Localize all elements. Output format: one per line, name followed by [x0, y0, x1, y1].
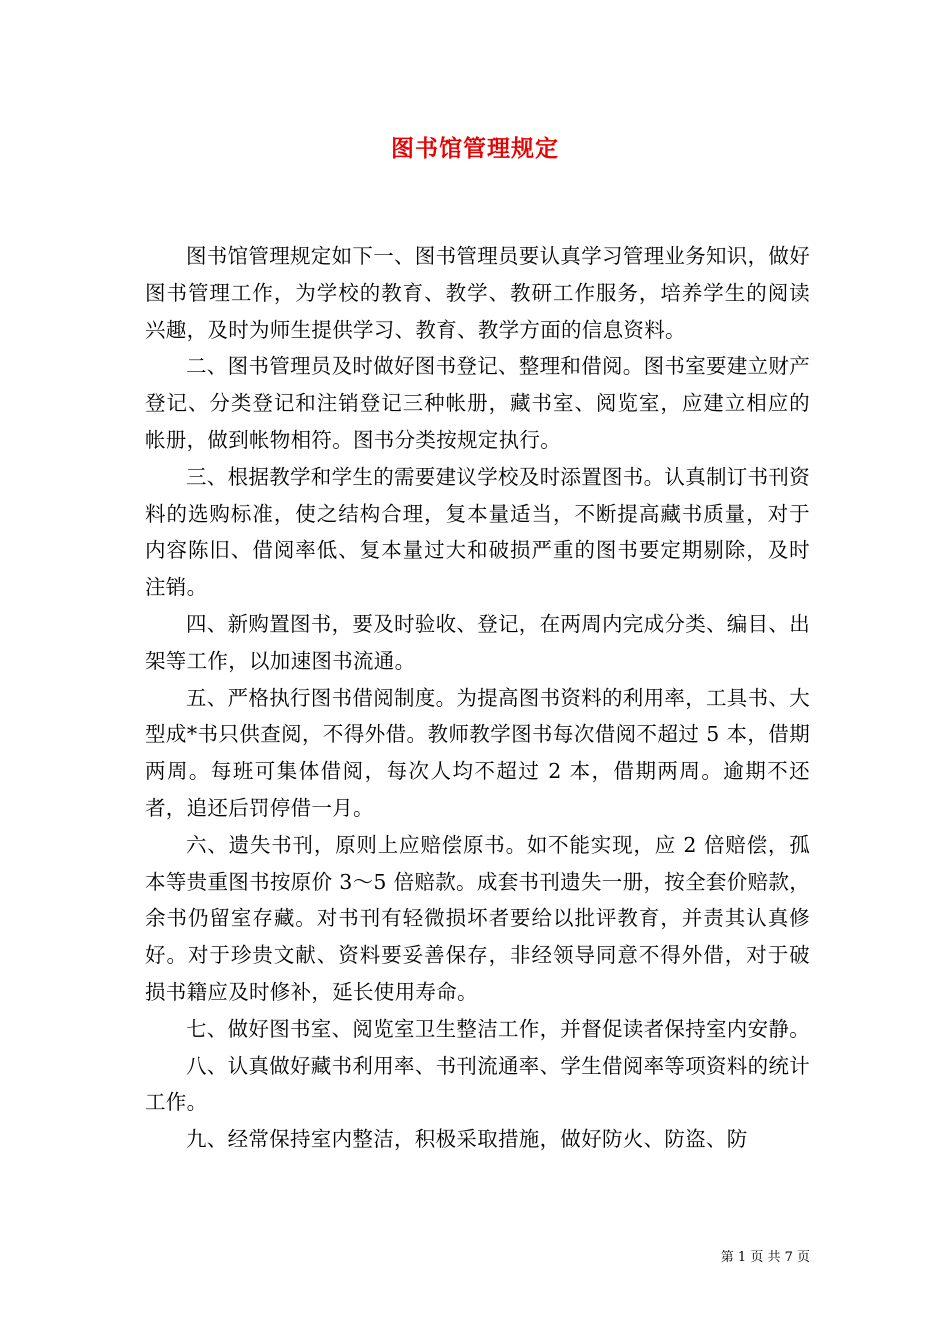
paragraph-4: 四、新购置图书，要及时验收、登记，在两周内完成分类、编目、出架等工作，以加速图书流通。: [145, 611, 810, 673]
paragraph-5: 五、严格执行图书借阅制度。为提高图书资料的利用率，工具书、大型成*书只供查阅，不得外借。教师教学图书每次借阅不超过 5 本，借期两周。每班可集体借阅，每次人均不超过 2 本，借期两周。逾期不还者，追还后罚停借一月。: [145, 685, 810, 820]
page-number: 第 1 页 共 7 页: [720, 1250, 810, 1265]
paragraph-2: 二、图书管理员及时做好图书登记、整理和借阅。图书室要建立财产登记、分类登记和注销登记三种帐册，藏书室、阅览室，应建立相应的帐册，做到帐物相符。图书分类按规定执行。: [145, 354, 810, 452]
paragraph-7: 七、做好图书室、阅览室卫生整洁工作，并督促读者保持室内安静。: [186, 1016, 810, 1041]
paragraph-9: 九、经常保持室内整洁，积极采取措施，做好防火、防盗、防: [186, 1127, 748, 1152]
page-title: 图书馆管理规定: [391, 135, 559, 162]
paragraph-intro: 图书馆管理规定如下一、图书管理员要认真学习管理业务知识，做好图书管理工作，为学校的教育、教学、教研工作服务，培养学生的阅读兴趣，及时为师生提供学习、教育、教学方面的信息资料。: [145, 244, 810, 342]
document-body: [145, 238, 810, 1158]
paragraph-6: 六、遗失书刊，原则上应赔偿原书。如不能实现，应 2 倍赔偿，孤本等贵重图书按原价 3～5 倍赔款。成套书刊遗失一册，按全套价赔款，余书仍留室存藏。对书刊有轻微损坏者要给以批评教育，并责其认真修好。对于珍贵文献、资料要妥善保存，非经领导同意不得外借，对于破损书籍应及时修补，延长使用寿命。: [145, 832, 810, 1004]
paragraph-3: 三、根据教学和学生的需要建议学校及时添置图书。认真制订书刊资料的选购标准，使之结构合理，复本量适当，不断提高藏书质量，对于内容陈旧、借阅率低、复本量过大和破损严重的图书要定期剔除，及时注销。: [145, 464, 810, 600]
paragraph-8: 八、认真做好藏书利用率、书刊流通率、学生借阅率等项资料的统计工作。: [145, 1053, 810, 1115]
